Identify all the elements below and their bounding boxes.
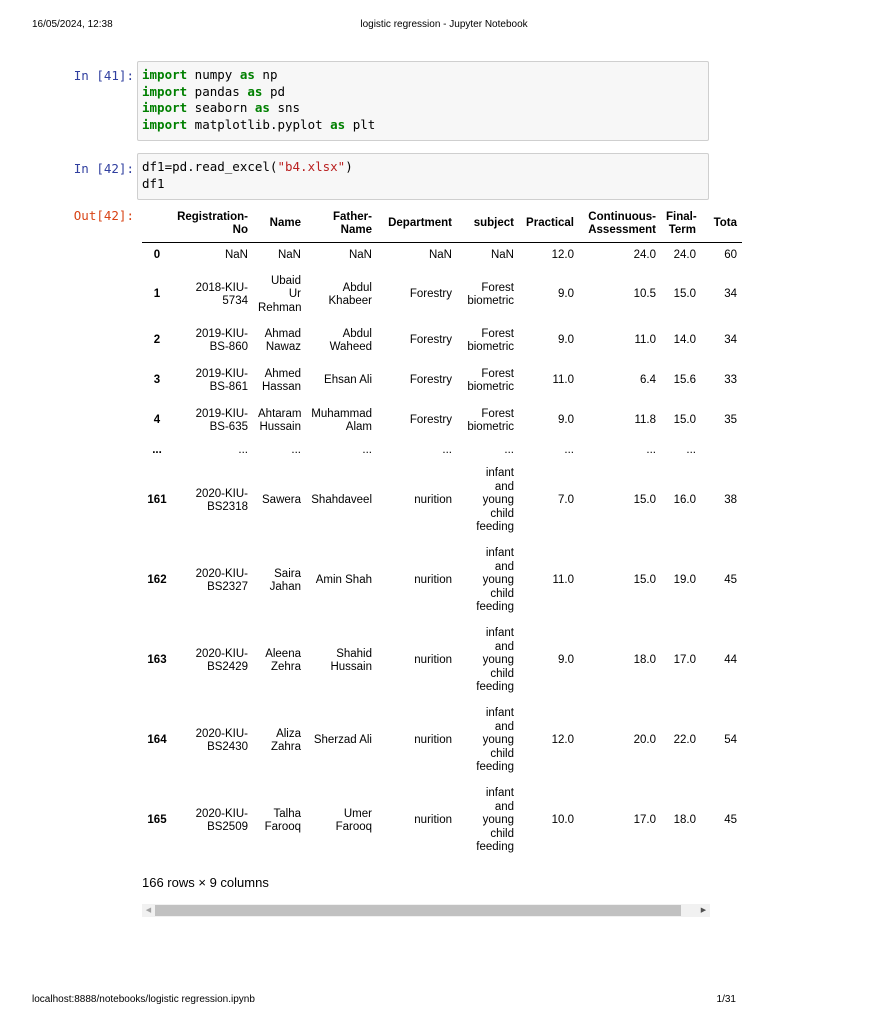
table-cell: NaN [224, 249, 248, 262]
table-cell: 45 [724, 574, 737, 587]
code-alias: pd [262, 83, 286, 99]
table-cell: Forest biometric [467, 367, 514, 393]
table-body [142, 243, 742, 862]
cell-42-out-prompt: Out[42]: [73, 208, 134, 223]
cell-42-prompt: In [42]: [73, 161, 134, 176]
table-cell: ... [564, 444, 574, 457]
table-cell: infant and young child feeding [476, 787, 514, 854]
table-cell: 38 [724, 494, 737, 507]
table-cell: 33 [724, 374, 737, 387]
table-cell: infant and young child feeding [476, 467, 514, 534]
column-header: Father- Name [306, 205, 377, 243]
row-index: 164 [147, 734, 167, 747]
table-cell: ... [291, 444, 301, 457]
table-row [142, 361, 742, 401]
table-cell: Ahmed Hassan [262, 367, 301, 393]
table-cell: 35 [724, 414, 737, 427]
print-url: localhost:8888/notebooks/logistic regression.ipynb [32, 994, 255, 1005]
row-index: 163 [147, 654, 167, 667]
code-alias: sns [269, 100, 301, 115]
table-cell: 45 [724, 814, 737, 827]
row-index: 161 [147, 494, 167, 507]
table-cell: 9.0 [558, 288, 574, 301]
row-index: 3 [153, 374, 161, 387]
table-cell: 34 [724, 288, 737, 301]
table-row [142, 621, 742, 701]
table-cell: 15.0 [633, 494, 656, 507]
table-header-row [142, 205, 742, 243]
table-cell: 6.4 [640, 374, 656, 387]
table-row [142, 321, 742, 361]
dataframe-scroll-area[interactable] [142, 205, 737, 861]
dataframe-table [142, 205, 742, 861]
table-cell: 19.0 [673, 574, 696, 587]
row-index: 165 [147, 814, 167, 827]
code-keyword-import: import [142, 100, 188, 115]
table-cell: 22.0 [673, 734, 696, 747]
column-header: Registration- No [172, 205, 253, 243]
table-cell: 24.0 [633, 249, 656, 262]
table-cell: Abdul Waheed [329, 327, 372, 353]
dataframe-shape: 166 rows × 9 columns [142, 875, 269, 890]
table-cell: Amin Shah [315, 574, 372, 587]
table-cell: 11.0 [552, 574, 574, 587]
table-cell: Ubaid Ur Rehman [258, 274, 302, 314]
table-cell: ... [646, 444, 656, 457]
table-cell: Forest biometric [467, 281, 514, 307]
table-cell: 60 [724, 249, 737, 262]
column-header: Continuous- Assessment [579, 205, 661, 243]
table-cell: 16.0 [673, 494, 696, 507]
code-text: df1 [142, 175, 165, 191]
scrollbar-thumb[interactable] [155, 905, 681, 916]
code-module-name: numpy [187, 67, 240, 82]
table-cell: 11.0 [552, 374, 574, 387]
table-cell: 2018-KIU- 5734 [195, 281, 248, 307]
table-cell: 18.0 [633, 654, 656, 667]
table-cell: Forestry [409, 334, 452, 347]
table-cell: 9.0 [558, 334, 574, 347]
scroll-left-icon[interactable]: ◀ [145, 907, 152, 914]
print-header [0, 0, 768, 48]
table-cell: 14.0 [673, 334, 696, 347]
code-text: ) [345, 159, 353, 174]
table-cell: Shahdaveel [311, 494, 372, 507]
table-cell: Muhammad Alam [311, 407, 372, 433]
table-cell: 10.0 [551, 814, 574, 827]
print-title: logistic regression - Jupyter Notebook [360, 19, 528, 30]
table-cell: Forestry [409, 374, 452, 387]
table-cell: 9.0 [558, 414, 574, 427]
table-cell: nurition [414, 574, 452, 587]
code-alias: np [254, 67, 278, 82]
table-cell: Forestry [409, 414, 452, 427]
table-cell: nurition [414, 814, 452, 827]
table-cell: ... [686, 444, 696, 457]
table-cell: Ahmad Nawaz [264, 327, 301, 353]
table-cell: 17.0 [673, 654, 696, 667]
column-header: Department [377, 205, 457, 243]
table-cell: Forest biometric [467, 407, 514, 433]
table-row [142, 243, 742, 270]
table-cell: nurition [414, 494, 452, 507]
table-cell: infant and young child feeding [476, 707, 514, 774]
table-cell: 44 [724, 654, 737, 667]
code-keyword-import: import [142, 67, 188, 82]
table-cell: 2020-KIU- BS2430 [195, 727, 248, 753]
table-cell: Aleena Zehra [265, 647, 301, 673]
table-cell: 2020-KIU- BS2327 [195, 567, 248, 593]
table-cell: nurition [414, 734, 452, 747]
cell-42-code-editor[interactable] [137, 153, 709, 200]
table-cell: Ahtaram Hussain [258, 407, 302, 433]
table-cell: infant and young child feeding [476, 627, 514, 694]
cell-41-prompt: In [41]: [73, 68, 134, 83]
row-index: 162 [147, 574, 167, 587]
table-row [142, 541, 742, 621]
table-cell: Sherzad Ali [313, 734, 372, 747]
row-index: ... [152, 444, 162, 457]
table-cell: ... [504, 444, 514, 457]
column-header: Tota [701, 205, 742, 243]
table-cell: 2020-KIU- BS2429 [195, 647, 248, 673]
horizontal-scrollbar[interactable] [142, 904, 710, 917]
table-cell: 2019-KIU- BS-861 [195, 367, 248, 393]
table-cell: 15.0 [633, 574, 656, 587]
table-cell: Shahid Hussain [330, 647, 372, 673]
table-cell: 15.0 [673, 414, 696, 427]
code-keyword-as: as [239, 67, 255, 82]
table-row [142, 781, 742, 861]
table-cell: Umer Farooq [335, 807, 372, 833]
table-cell: Ehsan Ali [324, 374, 372, 387]
table-cell: 20.0 [633, 734, 656, 747]
table-cell: 11.0 [634, 334, 656, 347]
table-row [142, 461, 742, 541]
row-index: 0 [153, 249, 161, 262]
table-cell: 2019-KIU- BS-860 [195, 327, 248, 353]
code-keyword-import: import [142, 116, 188, 132]
cell-41-code-editor[interactable] [137, 61, 709, 141]
table-cell: nurition [414, 654, 452, 667]
table-cell: 15.0 [673, 288, 696, 301]
dataframe-output [142, 205, 737, 914]
table-cell: Abdul Khabeer [328, 281, 372, 307]
table-cell: 18.0 [673, 814, 696, 827]
code-keyword-import: import [142, 83, 188, 99]
table-cell: 34 [724, 334, 737, 347]
table-cell: infant and young child feeding [476, 547, 514, 614]
code-string: "b4.xlsx" [277, 159, 346, 174]
table-cell: 15.6 [673, 374, 696, 387]
table-cell: Saira Jahan [269, 567, 301, 593]
row-index: 1 [153, 288, 161, 301]
column-header: Final- Term [661, 205, 701, 243]
column-header: Name [253, 205, 306, 243]
table-cell: 2020-KIU- BS2509 [195, 807, 248, 833]
scroll-right-icon[interactable]: ▶ [700, 907, 707, 914]
table-cell: NaN [490, 249, 514, 262]
table-cell: 12.0 [551, 249, 574, 262]
table-cell: 2020-KIU- BS2318 [195, 487, 248, 513]
table-row [142, 701, 742, 781]
table-cell: 11.8 [634, 414, 656, 427]
code-keyword-as: as [330, 116, 346, 132]
column-header: Practical [519, 205, 579, 243]
code-module-name: pandas [187, 83, 248, 99]
print-page-number: 1/31 [716, 994, 736, 1005]
table-row [142, 401, 742, 441]
code-text: df1=pd.read_excel( [142, 159, 278, 174]
code-keyword-as: as [254, 100, 270, 115]
table-cell: 9.0 [558, 654, 574, 667]
table-cell: Forest biometric [467, 327, 514, 353]
table-cell: ... [362, 444, 372, 457]
table-cell: 24.0 [673, 249, 696, 262]
print-datetime: 16/05/2024, 12:38 [32, 19, 113, 30]
column-header: subject [457, 205, 519, 243]
table-cell: Aliza Zahra [270, 727, 301, 753]
table-cell: Forestry [409, 288, 452, 301]
index-header [142, 205, 172, 243]
table-row [142, 269, 742, 321]
table-cell: ... [442, 444, 452, 457]
table-cell: NaN [277, 249, 301, 262]
table-cell: 17.0 [633, 814, 656, 827]
row-index: 4 [153, 414, 161, 427]
table-cell: NaN [428, 249, 452, 262]
table-cell: 10.5 [633, 288, 656, 301]
code-keyword-as: as [247, 83, 263, 99]
table-cell: Talha Farooq [264, 807, 301, 833]
row-index: 2 [153, 334, 161, 347]
table-cell: 54 [724, 734, 737, 747]
table-cell: 12.0 [551, 734, 574, 747]
table-cell: 7.0 [558, 494, 574, 507]
code-alias: plt [345, 116, 376, 132]
code-module-name: matplotlib.pyplot [187, 116, 331, 132]
table-cell [701, 441, 742, 461]
table-cell: ... [238, 444, 248, 457]
table-cell: Sawera [262, 494, 301, 507]
table-cell: 2019-KIU- BS-635 [195, 407, 248, 433]
table-cell: NaN [348, 249, 372, 262]
code-module-name: seaborn [187, 100, 255, 115]
table-row [142, 441, 742, 461]
